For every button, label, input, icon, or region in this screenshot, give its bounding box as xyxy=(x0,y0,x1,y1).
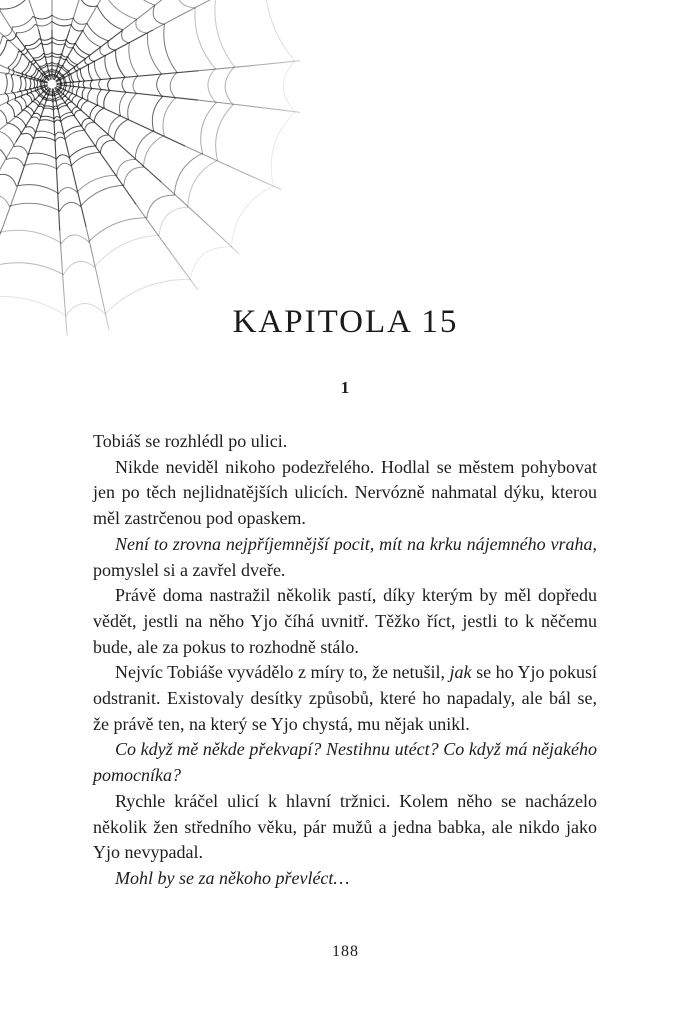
text-segment: se ho Yjo pokusí odstranit. Existovaly desítky způsobů, které ho napadaly, ale bál se, že právě ten, na který se Yjo chystá, mu nějak unikl. xyxy=(93,662,597,734)
text-segment: pomyslel si a zavřel dveře. xyxy=(93,559,286,580)
paragraph xyxy=(93,532,597,583)
paragraph xyxy=(93,455,597,532)
paragraph xyxy=(93,660,597,737)
paragraph xyxy=(93,789,597,866)
italic-text-segment: Co když mě někde překvapí? Nestihnu utéct? Co když má nějakého pomocníka? xyxy=(93,739,597,786)
paragraph xyxy=(93,583,597,660)
section-number: 1 xyxy=(340,378,351,397)
italic-text-segment: jak xyxy=(449,662,472,683)
paragraph xyxy=(93,737,597,788)
paragraph xyxy=(93,866,597,892)
chapter-heading: KAPITOLA 15 xyxy=(232,304,459,340)
page-number: 188 xyxy=(332,943,359,960)
text-segment: Tobiáš se rozhlédl po ulici. xyxy=(93,431,288,451)
paragraph xyxy=(93,429,597,455)
italic-text-segment: Není to zrovna nejpříjemnější pocit, mít na krku nájemného vraha, xyxy=(115,533,597,554)
text-segment: Nikde neviděl nikoho podezřelého. Hodlal se městem pohybovat jen po těch nejlidnatějších ulicích. Nervózně nahmatal dýku, kterou měl zastrčenou pod opaskem. xyxy=(93,456,597,529)
text-segment: Rychle kráčel ulicí k hlavní tržnici. Kolem něho se nacházelo několik žen středního věku, pár mužů a jedna babka, ale nikdo jako Yjo nevypadal. xyxy=(93,790,597,863)
text-segment: Právě doma nastražil několik pastí, díky kterým by měl dopředu vědět, jestli na něho Yjo číhá uvnitř. Těžko říct, jestli to k něčemu bude, ale za pokus to rozhodně stálo. xyxy=(93,585,597,657)
italic-text-segment: Mohl by se za někoho převléct… xyxy=(115,867,350,888)
spider-web-illustration xyxy=(0,0,300,352)
body-text xyxy=(93,429,597,892)
text-segment: Nejvíc Tobiáše vyvádělo z míry to, že netušil, xyxy=(115,662,450,683)
